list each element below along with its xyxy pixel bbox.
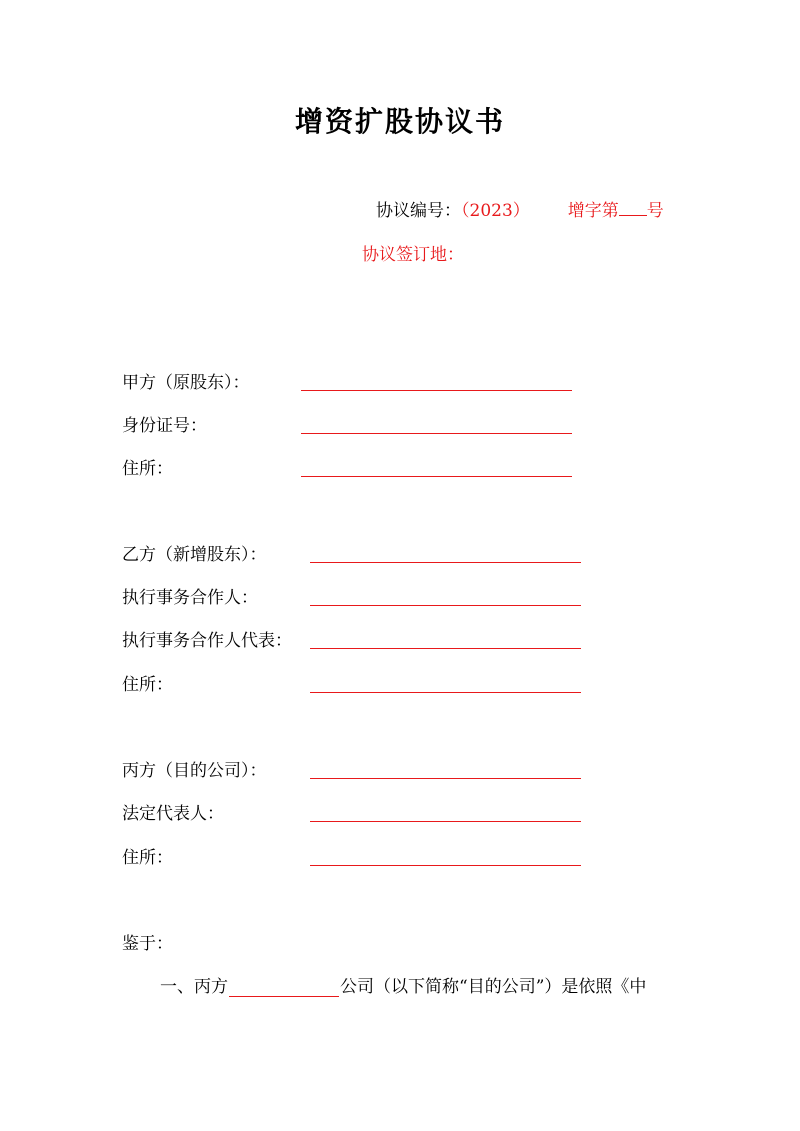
party-b-executive-partner-label: 执行事务合作人： — [122, 588, 258, 608]
party-b-executive-rep-label: 执行事务合作人代表： — [122, 631, 292, 651]
target-company-name-blank[interactable] — [229, 978, 339, 997]
party-b-name-label: 乙方（新增股东）： — [122, 545, 267, 565]
agreement-number-prefix: 增字第 — [567, 201, 619, 221]
party-b-address-blank[interactable] — [310, 692, 581, 693]
agreement-number-blank[interactable] — [619, 199, 647, 216]
party-a-address-blank[interactable] — [301, 476, 572, 477]
agreement-number-line — [376, 196, 664, 221]
agreement-number-year: （2023） — [461, 201, 530, 221]
document-title: 增资扩股协议书 — [294, 105, 505, 138]
party-a-id-label: 身份证号： — [122, 416, 207, 436]
recitals-heading: 鉴于： — [122, 934, 173, 954]
party-c-name-blank[interactable] — [310, 778, 581, 779]
signing-place-label: 协议签订地： — [362, 245, 464, 265]
party-c-address-label: 住所： — [122, 848, 173, 868]
party-b-executive-rep-blank[interactable] — [310, 648, 581, 649]
party-c-legal-rep-label: 法定代表人： — [122, 804, 224, 824]
party-a-name-label: 甲方（原股东）： — [122, 373, 250, 393]
recital-item-1 — [160, 972, 646, 997]
party-c-name-label: 丙方（目的公司）： — [122, 761, 267, 781]
party-c-legal-rep-blank[interactable] — [310, 821, 581, 822]
party-a-id-blank[interactable] — [301, 433, 572, 434]
recital-item-1-prefix: 一、丙方 — [160, 977, 228, 997]
party-c-address-blank[interactable] — [310, 865, 581, 866]
agreement-number-label: 协议编号： — [376, 201, 461, 221]
agreement-number-suffix: 号 — [646, 201, 664, 221]
party-b-executive-partner-blank[interactable] — [310, 605, 581, 606]
party-a-name-blank[interactable] — [301, 390, 572, 391]
party-b-name-blank[interactable] — [310, 562, 581, 563]
party-a-address-label: 住所： — [122, 459, 173, 479]
party-b-address-label: 住所： — [122, 675, 173, 695]
recital-item-1-suffix: 公司（以下简称“目的公司”）是依照《中 — [340, 977, 647, 997]
